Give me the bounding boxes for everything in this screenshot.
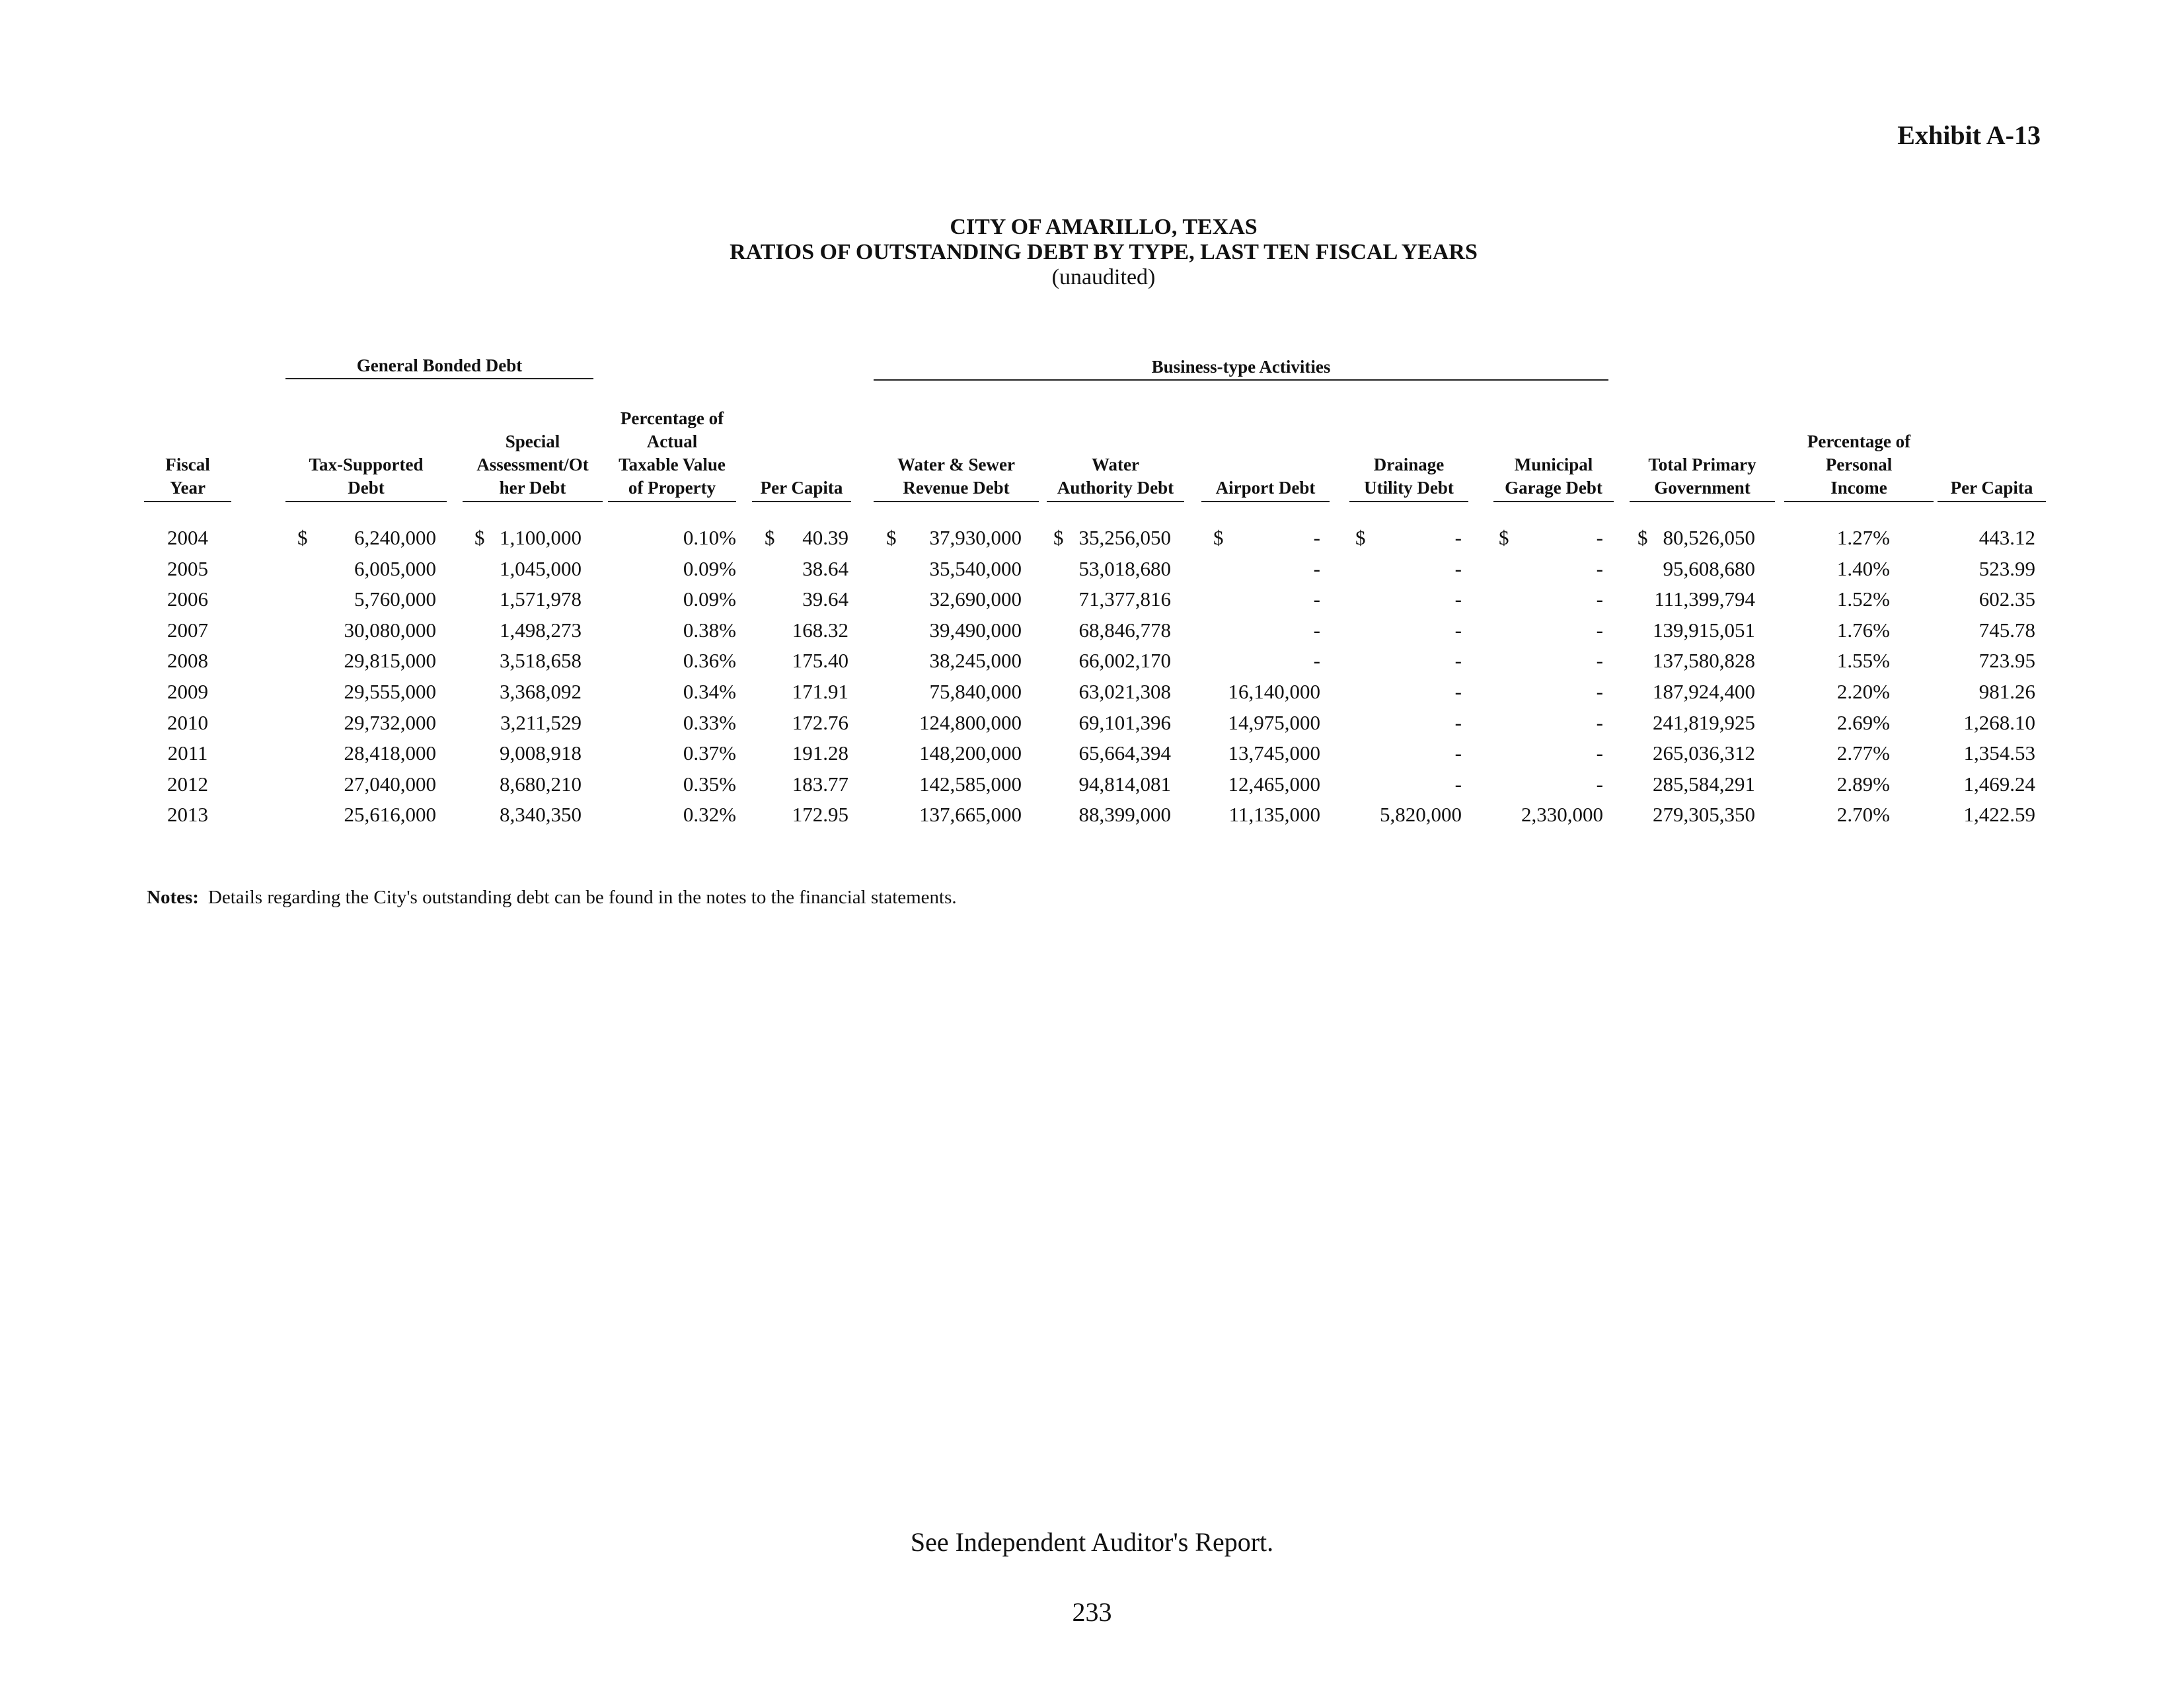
col-header-line: Actual <box>646 432 698 451</box>
cell-fiscal-year: 2011 <box>167 741 208 765</box>
table-row <box>0 799 2184 830</box>
cell-pct-personal-income: 1.55% <box>1836 649 1890 672</box>
cell-water-authority-debt: 66,002,170 <box>1078 649 1171 672</box>
notes-label: Notes: <box>147 887 199 908</box>
currency-symbol: $ <box>1053 526 1064 549</box>
cell-municipal-garage-debt: 2,330,000 <box>1521 803 1603 826</box>
cell-pct-personal-income: 1.52% <box>1836 587 1890 611</box>
cell-airport-debt: - <box>1313 557 1320 580</box>
cell-total-primary-government: 137,580,828 <box>1653 649 1755 672</box>
cell-fiscal-year: 2008 <box>167 649 208 672</box>
col-header-line: Utility Debt <box>1364 478 1454 498</box>
col-header-pct-taxable-value <box>608 407 736 500</box>
col-header-line: Income <box>1830 478 1887 498</box>
unaudited-note: (unaudited) <box>1051 265 1156 289</box>
col-header-total-primary-government <box>1630 453 1775 500</box>
cell-water-authority-debt: 69,101,396 <box>1078 711 1171 734</box>
col-header-rule <box>1047 501 1184 502</box>
cell-special-assessment-debt: 9,008,918 <box>500 741 582 765</box>
cell-pct-taxable-value: 0.09% <box>683 557 736 580</box>
table-row <box>0 522 2184 553</box>
col-header-line: Fiscal <box>165 455 210 474</box>
cell-special-assessment-debt: 1,571,978 <box>500 587 582 611</box>
cell-drainage-utility-debt: - <box>1454 619 1462 642</box>
cell-special-assessment-debt: 8,340,350 <box>500 803 582 826</box>
cell-special-assessment-debt: 3,518,658 <box>500 649 582 672</box>
col-header-rule <box>1784 501 1934 502</box>
table-row <box>0 707 2184 738</box>
cell-special-assessment-debt: 1,100,000 <box>500 526 582 549</box>
col-header-line: Authority Debt <box>1057 478 1174 498</box>
col-header-pct-personal-income <box>1784 430 1934 500</box>
col-header-line: Year <box>170 478 206 498</box>
cell-total-primary-government: 95,608,680 <box>1663 557 1755 580</box>
cell-pct-personal-income: 2.69% <box>1836 711 1890 734</box>
cell-pct-personal-income: 1.40% <box>1836 557 1890 580</box>
notes-text: Details regarding the City's outstanding debt can be found in the notes to the financial statements. <box>207 887 957 908</box>
cell-tax-supported-debt: 30,080,000 <box>344 619 436 642</box>
col-header-line: Assessment/Ot <box>476 455 589 474</box>
cell-special-assessment-debt: 1,045,000 <box>500 557 582 580</box>
col-header-municipal-garage-debt <box>1493 453 1614 500</box>
cell-water-sewer-revenue-debt: 38,245,000 <box>929 649 1022 672</box>
currency-symbol: $ <box>1355 526 1366 549</box>
col-header-line: Percentage of <box>620 408 724 428</box>
cell-pct-taxable-value: 0.36% <box>683 649 736 672</box>
cell-pct-personal-income: 2.20% <box>1836 680 1890 703</box>
cell-total-primary-government: 139,915,051 <box>1653 619 1755 642</box>
cell-airport-debt: 16,140,000 <box>1228 680 1320 703</box>
table-row <box>0 583 2184 615</box>
col-header-water-authority-debt <box>1047 453 1184 500</box>
col-header-line: Government <box>1654 478 1751 498</box>
cell-per-capita-total: 1,268.10 <box>1963 711 2035 734</box>
col-header-line: her Debt <box>499 478 566 498</box>
cell-per-capita-general: 191.28 <box>792 741 848 765</box>
group-rule-business <box>874 379 1608 381</box>
cell-tax-supported-debt: 27,040,000 <box>344 772 436 796</box>
cell-water-authority-debt: 65,664,394 <box>1078 741 1171 765</box>
notes <box>147 885 957 909</box>
report-subtitle: RATIOS OF OUTSTANDING DEBT BY TYPE, LAST TEN FISCAL YEARS <box>730 240 1478 264</box>
cell-per-capita-total: 1,469.24 <box>1963 772 2035 796</box>
cell-airport-debt: - <box>1313 587 1320 611</box>
cell-water-sewer-revenue-debt: 39,490,000 <box>929 619 1022 642</box>
col-header-rule <box>1938 501 2046 502</box>
cell-municipal-garage-debt: - <box>1596 557 1603 580</box>
col-header-rule <box>1349 501 1468 502</box>
cell-tax-supported-debt: 29,815,000 <box>344 649 436 672</box>
cell-special-assessment-debt: 1,498,273 <box>500 619 582 642</box>
col-header-line: Personal <box>1825 455 1893 474</box>
currency-symbol: $ <box>1213 526 1224 549</box>
cell-water-sewer-revenue-debt: 124,800,000 <box>919 711 1022 734</box>
cell-water-sewer-revenue-debt: 75,840,000 <box>929 680 1022 703</box>
cell-municipal-garage-debt: - <box>1596 772 1603 796</box>
cell-per-capita-total: 443.12 <box>1978 526 2035 549</box>
col-header-rule <box>1630 501 1775 502</box>
cell-municipal-garage-debt: - <box>1596 680 1603 703</box>
cell-fiscal-year: 2007 <box>167 619 208 642</box>
cell-total-primary-government: 285,584,291 <box>1653 772 1755 796</box>
cell-fiscal-year: 2004 <box>167 526 208 549</box>
cell-per-capita-total: 602.35 <box>1978 587 2035 611</box>
col-header-line: Taxable Value <box>619 455 726 474</box>
cell-pct-personal-income: 2.89% <box>1836 772 1890 796</box>
cell-per-capita-general: 172.76 <box>792 711 848 734</box>
cell-pct-personal-income: 2.77% <box>1836 741 1890 765</box>
col-header-per-capita-total <box>1938 476 2046 500</box>
cell-water-authority-debt: 53,018,680 <box>1078 557 1171 580</box>
cell-water-sewer-revenue-debt: 37,930,000 <box>929 526 1022 549</box>
cell-municipal-garage-debt: - <box>1596 649 1603 672</box>
col-header-rule <box>463 501 603 502</box>
cell-airport-debt: 13,745,000 <box>1228 741 1320 765</box>
cell-water-sewer-revenue-debt: 142,585,000 <box>919 772 1022 796</box>
col-header-rule <box>285 501 447 502</box>
cell-municipal-garage-debt: - <box>1596 711 1603 734</box>
cell-fiscal-year: 2009 <box>167 680 208 703</box>
col-header-line: Drainage <box>1373 455 1445 474</box>
col-header-line: Tax-Supported <box>309 455 424 474</box>
cell-drainage-utility-debt: - <box>1454 557 1462 580</box>
col-header-line: of Property <box>628 478 716 498</box>
cell-tax-supported-debt: 29,732,000 <box>344 711 436 734</box>
cell-per-capita-total: 523.99 <box>1978 557 2035 580</box>
cell-per-capita-general: 175.40 <box>792 649 848 672</box>
cell-tax-supported-debt: 28,418,000 <box>344 741 436 765</box>
cell-airport-debt: 12,465,000 <box>1228 772 1320 796</box>
cell-drainage-utility-debt: - <box>1454 649 1462 672</box>
cell-per-capita-general: 38.64 <box>802 557 848 580</box>
exhibit-label: Exhibit A-13 <box>1897 120 2041 150</box>
cell-special-assessment-debt: 3,211,529 <box>500 711 582 734</box>
cell-airport-debt: 14,975,000 <box>1228 711 1320 734</box>
cell-airport-debt: - <box>1313 526 1320 549</box>
cell-pct-taxable-value: 0.38% <box>683 619 736 642</box>
cell-drainage-utility-debt: - <box>1454 772 1462 796</box>
cell-water-authority-debt: 94,814,081 <box>1078 772 1171 796</box>
cell-water-sewer-revenue-debt: 137,665,000 <box>919 803 1022 826</box>
col-header-drainage-utility-debt <box>1349 453 1468 500</box>
cell-pct-personal-income: 1.27% <box>1836 526 1890 549</box>
currency-symbol: $ <box>1499 526 1509 549</box>
col-header-rule <box>1493 501 1614 502</box>
col-header-water-sewer-revenue-debt <box>874 453 1039 500</box>
col-header-rule <box>874 501 1039 502</box>
cell-drainage-utility-debt: - <box>1454 741 1462 765</box>
cell-per-capita-total: 745.78 <box>1978 619 2035 642</box>
table-row <box>0 645 2184 676</box>
col-header-line: Debt <box>348 478 385 498</box>
cell-pct-personal-income: 1.76% <box>1836 619 1890 642</box>
cell-pct-taxable-value: 0.32% <box>683 803 736 826</box>
currency-symbol: $ <box>765 526 775 549</box>
cell-fiscal-year: 2005 <box>167 557 208 580</box>
cell-per-capita-total: 723.95 <box>1978 649 2035 672</box>
table-row <box>0 553 2184 584</box>
report-title-block <box>529 215 1678 290</box>
col-header-line: Total Primary <box>1648 455 1756 474</box>
table-row <box>0 615 2184 646</box>
cell-fiscal-year: 2010 <box>167 711 208 734</box>
col-header-special-assessment-debt <box>463 430 603 500</box>
col-header-line: Per Capita <box>1950 478 2033 498</box>
col-header-line: Water & Sewer <box>897 455 1015 474</box>
cell-fiscal-year: 2013 <box>167 803 208 826</box>
cell-water-sewer-revenue-debt: 35,540,000 <box>929 557 1022 580</box>
cell-water-authority-debt: 63,021,308 <box>1078 680 1171 703</box>
cell-pct-personal-income: 2.70% <box>1836 803 1890 826</box>
col-header-fiscal-year <box>144 453 231 500</box>
cell-municipal-garage-debt: - <box>1596 526 1603 549</box>
cell-total-primary-government: 187,924,400 <box>1653 680 1755 703</box>
col-header-rule <box>1201 501 1330 502</box>
cell-pct-taxable-value: 0.09% <box>683 587 736 611</box>
cell-water-sewer-revenue-debt: 148,200,000 <box>919 741 1022 765</box>
cell-per-capita-general: 172.95 <box>792 803 848 826</box>
table-row <box>0 769 2184 800</box>
cell-fiscal-year: 2006 <box>167 587 208 611</box>
col-header-line: Airport Debt <box>1215 478 1316 498</box>
cell-drainage-utility-debt: 5,820,000 <box>1380 803 1462 826</box>
cell-water-authority-debt: 88,399,000 <box>1078 803 1171 826</box>
table-row <box>0 737 2184 769</box>
cell-tax-supported-debt: 6,005,000 <box>354 557 436 580</box>
col-header-rule <box>144 501 231 502</box>
cell-pct-taxable-value: 0.33% <box>683 711 736 734</box>
cell-drainage-utility-debt: - <box>1454 526 1462 549</box>
group-label-business-type-activities: Business-type Activities <box>1151 357 1331 377</box>
cell-total-primary-government: 111,399,794 <box>1654 587 1755 611</box>
col-header-line: Water <box>1092 455 1139 474</box>
cell-per-capita-general: 171.91 <box>792 680 848 703</box>
cell-per-capita-general: 168.32 <box>792 619 848 642</box>
cell-municipal-garage-debt: - <box>1596 619 1603 642</box>
col-header-tax-supported-debt <box>285 453 447 500</box>
cell-per-capita-general: 183.77 <box>792 772 848 796</box>
cell-tax-supported-debt: 5,760,000 <box>354 587 436 611</box>
cell-total-primary-government: 241,819,925 <box>1653 711 1755 734</box>
cell-tax-supported-debt: 6,240,000 <box>354 526 436 549</box>
cell-water-authority-debt: 68,846,778 <box>1078 619 1171 642</box>
col-header-per-capita-general <box>752 476 851 500</box>
group-label-general-bonded-debt: General Bonded Debt <box>356 356 523 375</box>
cell-pct-taxable-value: 0.34% <box>683 680 736 703</box>
cell-water-authority-debt: 71,377,816 <box>1078 587 1171 611</box>
col-header-line: Revenue Debt <box>903 478 1010 498</box>
cell-airport-debt: - <box>1313 619 1320 642</box>
cell-water-sewer-revenue-debt: 32,690,000 <box>929 587 1022 611</box>
currency-symbol: $ <box>886 526 897 549</box>
group-rule-general <box>285 378 593 379</box>
cell-special-assessment-debt: 3,368,092 <box>500 680 582 703</box>
cell-fiscal-year: 2012 <box>167 772 208 796</box>
page-number: 233 <box>1072 1597 1112 1627</box>
cell-special-assessment-debt: 8,680,210 <box>500 772 582 796</box>
cell-municipal-garage-debt: - <box>1596 741 1603 765</box>
cell-pct-taxable-value: 0.37% <box>683 741 736 765</box>
cell-drainage-utility-debt: - <box>1454 587 1462 611</box>
col-header-line: Municipal <box>1514 455 1593 474</box>
cell-airport-debt: - <box>1313 649 1320 672</box>
auditor-report-footer: See Independent Auditor's Report. <box>910 1527 1274 1557</box>
cell-per-capita-general: 39.64 <box>802 587 848 611</box>
table-row <box>0 676 2184 707</box>
currency-symbol: $ <box>297 526 308 549</box>
cell-pct-taxable-value: 0.10% <box>683 526 736 549</box>
col-header-line: Special <box>505 432 560 451</box>
cell-tax-supported-debt: 25,616,000 <box>344 803 436 826</box>
report-title: CITY OF AMARILLO, TEXAS <box>950 215 1258 239</box>
col-header-line: Per Capita <box>760 478 843 498</box>
col-header-rule <box>608 501 736 502</box>
cell-per-capita-general: 40.39 <box>802 526 848 549</box>
col-header-line: Garage Debt <box>1505 478 1602 498</box>
cell-water-authority-debt: 35,256,050 <box>1078 526 1171 549</box>
col-header-airport-debt <box>1201 476 1330 500</box>
cell-per-capita-total: 981.26 <box>1978 680 2035 703</box>
currency-symbol: $ <box>474 526 485 549</box>
col-header-rule <box>752 501 851 502</box>
cell-total-primary-government: 279,305,350 <box>1653 803 1755 826</box>
currency-symbol: $ <box>1638 526 1648 549</box>
cell-per-capita-total: 1,354.53 <box>1963 741 2035 765</box>
cell-pct-taxable-value: 0.35% <box>683 772 736 796</box>
cell-municipal-garage-debt: - <box>1596 587 1603 611</box>
cell-total-primary-government: 265,036,312 <box>1653 741 1755 765</box>
cell-airport-debt: 11,135,000 <box>1228 803 1320 826</box>
cell-drainage-utility-debt: - <box>1454 711 1462 734</box>
cell-drainage-utility-debt: - <box>1454 680 1462 703</box>
cell-per-capita-total: 1,422.59 <box>1963 803 2035 826</box>
cell-tax-supported-debt: 29,555,000 <box>344 680 436 703</box>
cell-total-primary-government: 80,526,050 <box>1663 526 1755 549</box>
col-header-line: Percentage of <box>1807 432 1911 451</box>
